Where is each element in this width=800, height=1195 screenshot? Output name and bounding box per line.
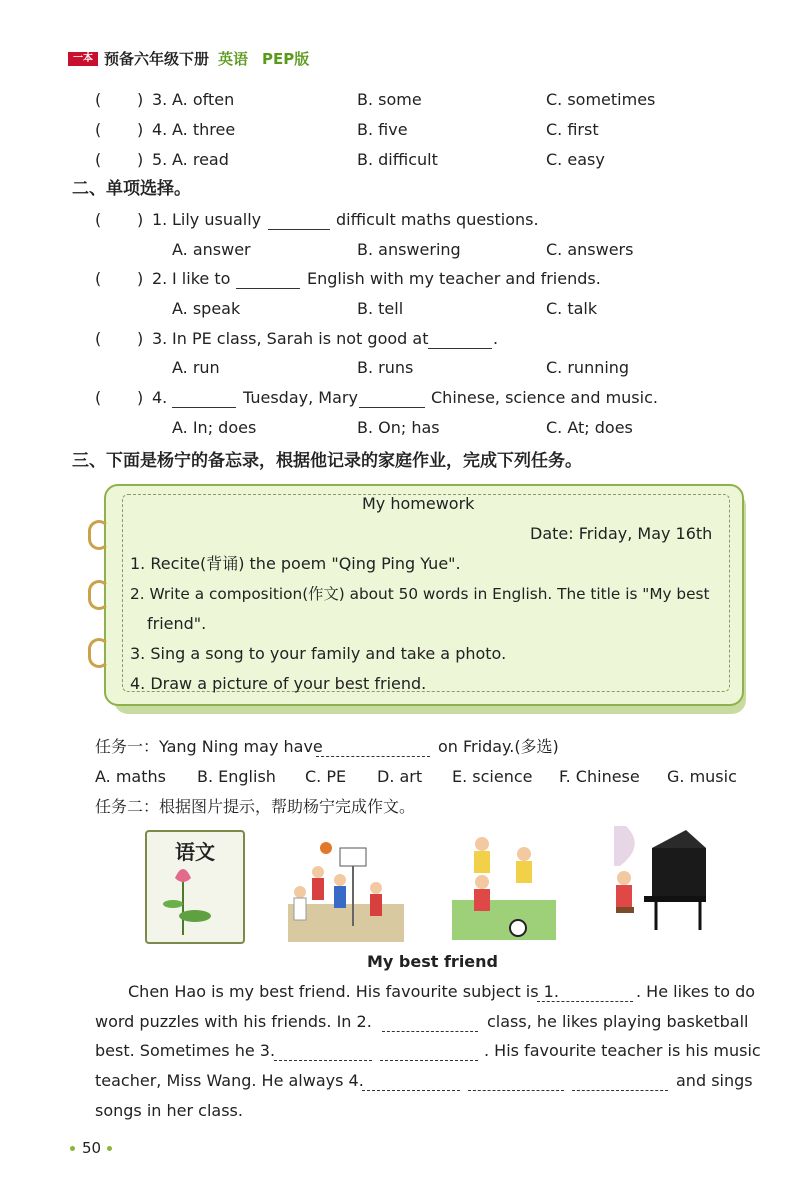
answer-blank[interactable]: [382, 1016, 478, 1032]
question-number: 3.: [152, 90, 168, 109]
footer-dot-icon: [70, 1146, 75, 1151]
memo-date: Date: Friday, May 16th: [530, 524, 713, 543]
answer-blank[interactable]: [316, 741, 430, 757]
paren-close: ): [137, 90, 144, 109]
option-b: B. answering: [357, 240, 461, 259]
paren-open: (: [95, 210, 102, 229]
option-a: A. read: [172, 150, 229, 169]
option-b: B. five: [357, 120, 408, 139]
question-text: .: [493, 329, 499, 348]
football-scene-image: [452, 830, 556, 940]
memo-item: 4. Draw a picture of your best friend.: [130, 674, 427, 693]
memo-item: 1. Recite(背诵) the poem "Qing Ping Yue".: [130, 554, 461, 573]
lotus-icon: [147, 860, 243, 940]
answer-blank[interactable]: [172, 392, 236, 408]
answer-blank[interactable]: [572, 1075, 668, 1091]
composition-text: Chen Hao is my best friend. His favourite subject is 1.: [128, 982, 559, 1001]
option-a: A. In; does: [172, 418, 257, 437]
basketball-scene-image: [288, 830, 404, 942]
question-text: Tuesday, Mary: [243, 388, 358, 407]
paren-open: (: [95, 388, 102, 407]
memo-title: My homework: [362, 494, 475, 513]
book-title: 预备六年级下册: [104, 50, 210, 68]
question-text: In PE class, Sarah is not good at: [172, 329, 429, 348]
task1-option: F. Chinese: [559, 767, 640, 786]
memo-item: 3. Sing a song to your family and take a photo.: [130, 644, 507, 663]
question-number: 4.: [152, 120, 168, 139]
answer-blank[interactable]: [537, 986, 633, 1002]
chinese-book-image: [145, 830, 245, 944]
composition-text: best. Sometimes he 3.: [95, 1041, 276, 1060]
answer-blank[interactable]: [380, 1045, 478, 1061]
binder-ring-icon: [88, 580, 110, 610]
option-a: A. often: [172, 90, 235, 109]
task1-option: C. PE: [305, 767, 347, 786]
book-label: 语文: [175, 840, 215, 864]
task1-option: B. English: [197, 767, 276, 786]
answer-blank[interactable]: [468, 1075, 564, 1091]
paren-open: (: [95, 329, 102, 348]
option-a: A. answer: [172, 240, 251, 259]
paren-close: ): [137, 120, 144, 139]
question-number: 1.: [152, 210, 168, 229]
option-c: C. answers: [546, 240, 634, 259]
option-a: A. three: [172, 120, 236, 139]
paren-close: ): [137, 329, 144, 348]
task1-option: D. art: [377, 767, 423, 786]
task1-suffix: on Friday.(多选): [438, 737, 559, 756]
version-label: PEP版: [262, 50, 310, 68]
question-number: 4.: [152, 388, 168, 407]
page-number: 50: [82, 1139, 102, 1157]
question-number: 5.: [152, 150, 168, 169]
section3-heading: 三、下面是杨宁的备忘录，根据他记录的家庭作业，完成下列任务。: [72, 451, 582, 471]
option-c: C. running: [546, 358, 630, 377]
question-number: 3.: [152, 329, 168, 348]
paren-open: (: [95, 90, 102, 109]
footer-dot-icon: [107, 1146, 112, 1151]
option-a: A. run: [172, 358, 220, 377]
answer-blank[interactable]: [236, 273, 300, 289]
paren-open: (: [95, 269, 102, 288]
paren-close: ): [137, 388, 144, 407]
paren-open: (: [95, 150, 102, 169]
paren-open: (: [95, 120, 102, 139]
task1-option: E. science: [452, 767, 533, 786]
memo-item: friend".: [147, 614, 207, 633]
question-number: 2.: [152, 269, 168, 288]
composition-text: . He likes to do: [636, 982, 756, 1001]
memo-item: 2. Write a composition(作文) about 50 words in English. The title is "My best: [130, 585, 710, 603]
option-b: B. some: [357, 90, 422, 109]
answer-blank[interactable]: [359, 392, 425, 408]
composition-title: My best friend: [367, 952, 498, 971]
question-text: Lily usually: [172, 210, 262, 229]
paren-close: ): [137, 150, 144, 169]
question-text: English with my teacher and friends.: [307, 269, 601, 288]
option-c: C. At; does: [546, 418, 633, 437]
subject-label: 英语: [218, 50, 249, 68]
section2-heading: 二、单项选择。: [72, 179, 191, 199]
composition-text: class, he likes playing basketball: [487, 1012, 749, 1031]
binder-ring-icon: [88, 638, 110, 668]
option-c: C. talk: [546, 299, 598, 318]
question-text: difficult maths questions.: [336, 210, 539, 229]
composition-text: teacher, Miss Wang. He always 4.: [95, 1071, 364, 1090]
option-c: C. easy: [546, 150, 605, 169]
task1-label: 任务一：Yang Ning may have: [95, 737, 323, 756]
composition-text: . His favourite teacher is his music: [484, 1041, 761, 1060]
option-b: B. difficult: [357, 150, 438, 169]
option-b: B. On; has: [357, 418, 440, 437]
question-text: I like to: [172, 269, 231, 288]
binder-ring-icon: [88, 520, 110, 550]
question-text: Chinese, science and music.: [431, 388, 658, 407]
composition-text: and sings: [676, 1071, 753, 1090]
paren-close: ): [137, 210, 144, 229]
option-b: B. tell: [357, 299, 404, 318]
piano-scene-image: [606, 826, 716, 938]
brand-logo: 一本: [68, 52, 98, 66]
composition-text: songs in her class.: [95, 1101, 243, 1120]
answer-blank[interactable]: [268, 214, 330, 230]
option-c: C. sometimes: [546, 90, 656, 109]
task2-label: 任务二：根据图片提示，帮助杨宁完成作文。: [95, 797, 416, 816]
task1-option: G. music: [667, 767, 737, 786]
composition-text: word puzzles with his friends. In 2.: [95, 1012, 372, 1031]
task1-option: A. maths: [95, 767, 166, 786]
answer-blank[interactable]: [274, 1045, 372, 1061]
answer-blank[interactable]: [428, 333, 492, 349]
paren-close: ): [137, 269, 144, 288]
option-b: B. runs: [357, 358, 414, 377]
option-a: A. speak: [172, 299, 241, 318]
answer-blank[interactable]: [362, 1075, 460, 1091]
option-c: C. first: [546, 120, 599, 139]
